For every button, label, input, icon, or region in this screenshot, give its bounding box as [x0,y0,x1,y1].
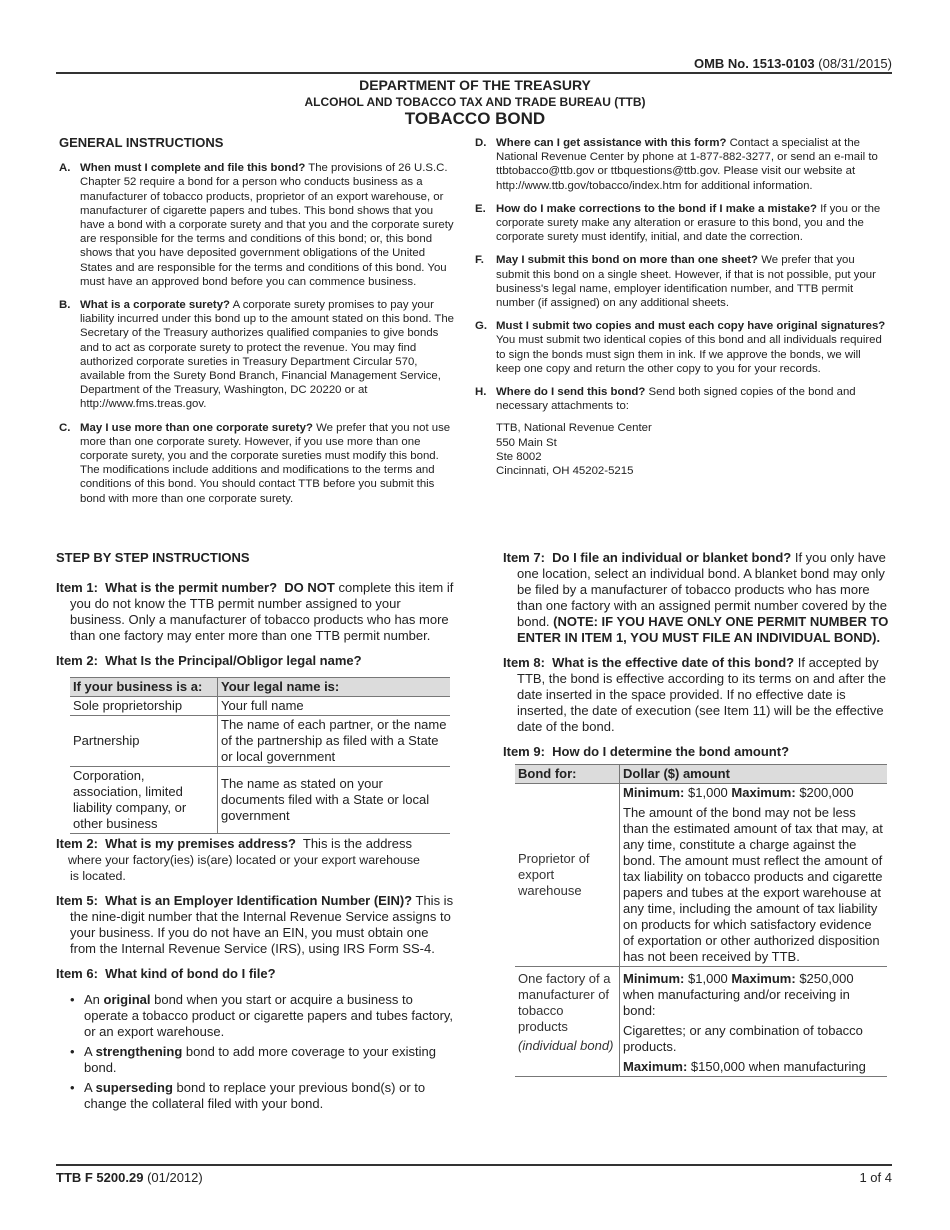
item-2-premises: Item 2: What is my premises address? This is the address where your factory(ies) is(are) located or your export warehouse is located. [56,836,420,883]
bond-amount-table [515,764,887,1077]
step-instructions-right [503,550,891,1077]
general-instructions-right [472,136,886,478]
instruction-a: A. When must I complete and file this bond? The provisions of 26 U.S.C. Chapter 52 require a bond for a person who conducts business as a manufacturer of tobacco products, proprietor of an export warehouse, or manufacturer of cigarette papers and tubes. This bond shows that you have a bond with a corporate surety and that you and the corporate surety are responsible for the terms and conditions of this bond; or, this bond shows that you have deposited government obligations of the United States and are responsible for the terms and conditions of this bond. You must have an approved bond before you can commence business. [59,162,454,288]
bond-type-strengthening: • A strengthening bond to add more coverage to your existing bond. [70,1044,436,1075]
general-instructions-left [56,136,458,515]
item-8: Item 8: What is the effective date of this bond? If accepted by TTB, the bond is effective according to its terms on and after the date inserted in the space provided. If no effective date is inserted, the date of execution (see Item 11) will be the effective date of the bond. [503,655,887,734]
bond-type-superseding: • A superseding bond to replace your previous bond(s) or to change the collateral filed with your bond. [70,1080,426,1111]
instruction-c: C. May I use more than one corporate surety? We prefer that you not use more than one corporate surety. However, if you use more than one corporate surety, you and the corporate sureties must modify this bond. The modifications include additions and modifications to the terms and conditions of this bond. You should contact TTB before you submit this bond with more than one corporate surety. [59,421,451,505]
item-9: Item 9: How do I determine the bond amount? [503,744,790,759]
table-row: Partnership The name of each partner, or the name of the partnership as filed with a State or local government [70,716,450,767]
bond-type-original: • An original bond when you start or acquire a business to operate a tobacco product or cigarette papers and tubes factory, or an export warehouse. [70,992,454,1039]
page-number: 1 of 4 [859,1170,892,1185]
form-number: TTB F 5200.29 (01/2012) [56,1170,203,1185]
item-7: Item 7: Do I file an individual or blanket bond? If you only have one location, select an individual bond. A blanket bond may only be filed by a manufacturer of tobacco products who has more than one factory with an assigned permit number covered by the bond. (NOTE: IF YOU HAVE ONLY ONE PERMIT NUMBER TO ENTER IN ITEM 1, YOU MUST FILE AN INDIVIDUAL BOND). [503,550,889,645]
item-2: Item 2: What Is the Principal/Obligor legal name? [56,653,362,668]
department-heading: DEPARTMENT OF THE TREASURY [359,77,591,93]
legal-name-table [70,677,450,834]
footer-rule [56,1164,892,1166]
item-5: Item 5: What is an Employer Identification Number (EIN)? This is the nine-digit number that the Internal Revenue Service assigns to your business. If you do not have an EIN, you must obtain one from the Internal Revenue Service (IRS), using IRS Form SS-4. [56,893,454,956]
bond-amount-header-amount: Dollar ($) amount [620,765,888,784]
instruction-h: H. Where do I send this bond? Send both signed copies of the bond and necessary attachments to: [475,386,856,413]
step-instructions-heading: STEP BY STEP INSTRUCTIONS [56,550,250,565]
instruction-b: B. What is a corporate surety? A corporate surety promises to pay your liability incurred under this bond up to the amount stated on this bond. The Secretary of the Treasury authorizes qualified companies to give bonds and to act as corporate surety to protect the revenue. You may find authorized corporate sureties in Treasury Department Circular 570, available from the Surety Bond Branch, Financial Management Service, Department of the Treasury, Washington, DC 20220 or at http://www.fms.treas.gov. [59,299,455,411]
mailing-address: TTB, National Revenue Center 550 Main St Ste 8002 Cincinnati, OH 45202-5215 [496,422,652,478]
item-6: Item 6: What kind of bond do I file? [56,966,276,981]
instruction-f: F. May I submit this bond on more than one sheet? We prefer that you submit this bond on a single sheet. However, if that is not possible, put your business's legal name, employer identification number, and TTB permit number (if assigned) on any additional sheets. [475,254,876,310]
page-title: TOBACCO BOND [404,109,546,128]
header-rule [56,72,892,74]
instruction-d: D. Where can I get assistance with this form? Contact a specialist at the National Revenue Center by phone at 1-877-882-3277, or send an e-mail to ttbtobacco@ttb.gov or ttbquestions@ttb.gov. Please visit our website at http://www.ttb.gov/tobacco/index.htm for additional information. [475,137,878,192]
step-instructions-left [56,550,456,1116]
omb-number: OMB No. 1513-0103 (08/31/2015) [693,56,892,71]
general-instructions-heading: GENERAL INSTRUCTIONS [59,135,224,150]
legal-name-header-business: If your business is a: [70,678,218,697]
bureau-heading: ALCOHOL AND TOBACCO TAX AND TRADE BUREAU (TTB) [304,95,646,109]
legal-name-header-name: Your legal name is: [218,678,451,697]
table-row: Proprietor of export warehouse Minimum: $1,000 Maximum: $200,000 The amount of the bond may not be less than the estimated amount of tax that may, at any time, constitute a charge against the bond. The amount must reflect the amount of tax liability on tobacco products and cigarette papers and tubes at the export warehouse at any time, including the amount of tax liability on products for which satisfactory evidence of exportation or other authorized disposition has not been received by TTB. [515,784,887,967]
bond-amount-header-for: Bond for: [515,765,620,784]
table-row: Corporation, association, limited liability company, or other business The name as stated on your documents filed with a State or local government [70,767,450,834]
table-row: One factory of a manufacturer of tobacco products (individual bond) Minimum: $1,000 Maximum: $250,000 when manufacturing and/or receiving in bond: Cigarettes; or any combination of tobacco products. Maximum: $150,000 when manufacturing [515,967,887,1077]
instruction-g: G. Must I submit two copies and must each copy have original signatures? You must submit two identical copies of this bond and all individuals required to sign the bonds must sign them in ink. If we approve the bonds, we will keep one copy and return the other copy to you for your records. [475,320,886,375]
instruction-e: E. How do I make corrections to the bond if I make a mistake? If you or the corporate surety make any alteration or erasure to this bond, you and the corporate surety must identify, initial, and date the correction. [475,202,881,244]
item-1: Item 1: What is the permit number? DO NOT complete this item if you do not know the TTB permit number assigned to your business. Only a manufacturer of tobacco products who has more than one factory may enter more than one TTB permit number. [56,580,454,643]
table-row: Sole proprietorship Your full name [70,697,450,716]
